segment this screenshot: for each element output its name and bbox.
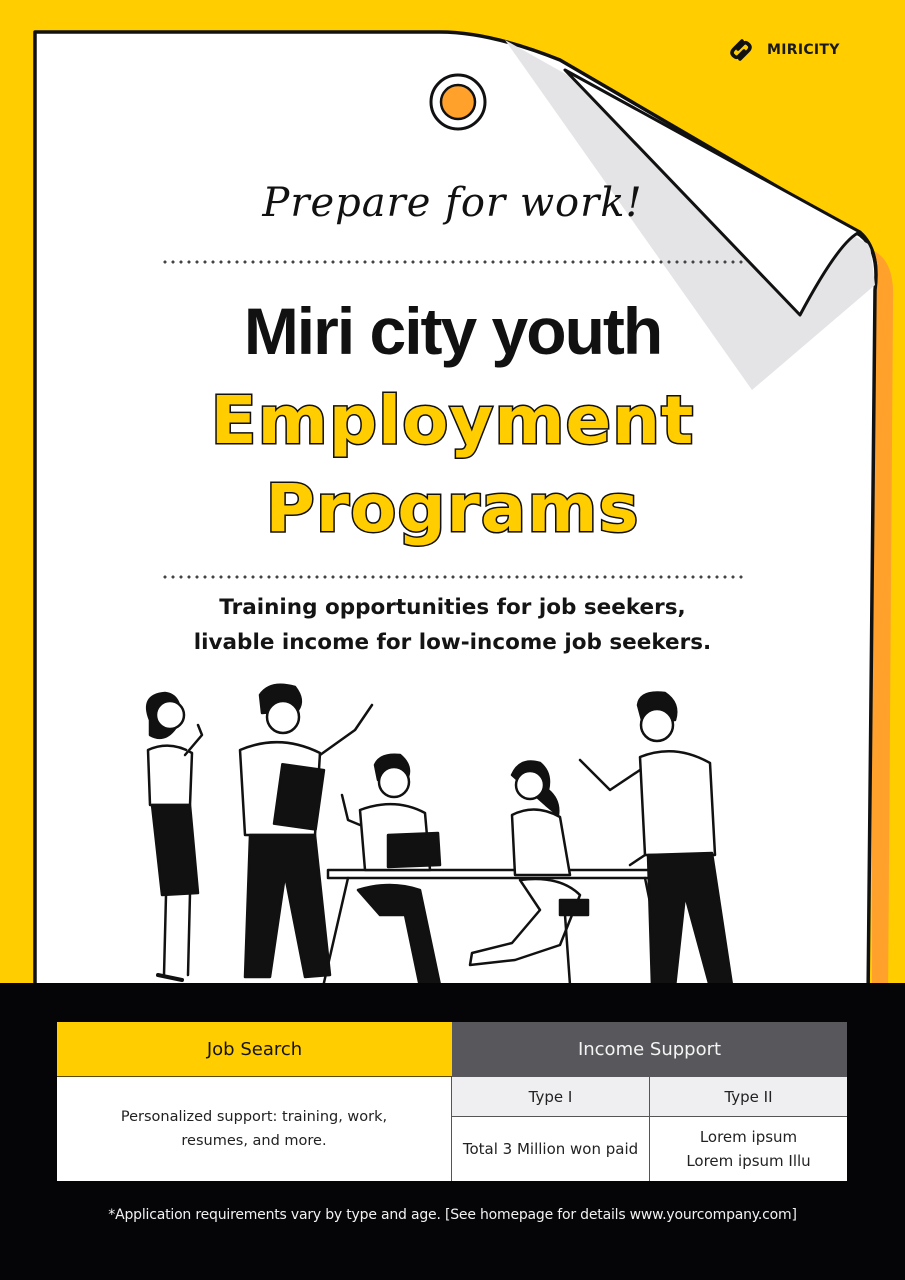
headline: Miri city youth <box>243 294 662 368</box>
job-search-description <box>57 1077 452 1181</box>
person-man-clipboard <box>240 685 372 977</box>
footnote: *Application requirements vary by type and age. [See homepage for details www.yourcompany.com] <box>108 1207 797 1223</box>
link-chain-icon <box>727 38 757 62</box>
job-search-desc-line-1: Personalized support: training, work, <box>120 1109 388 1125</box>
dotted-divider-top <box>161 260 745 264</box>
type-2-value-line-1: Lorem ipsum <box>699 1128 798 1146</box>
title-programs: Programs <box>265 470 640 547</box>
person-man-leaning-right <box>580 693 732 988</box>
job-search-desc-line-2: resumes, and more. <box>181 1133 327 1149</box>
job-search-header: Job Search <box>57 1022 452 1077</box>
person-woman-left <box>147 693 202 980</box>
type-1-header: Type I <box>452 1077 650 1117</box>
type-2-value <box>650 1117 847 1181</box>
dotted-divider-bottom <box>161 575 745 579</box>
income-support-header: Income Support <box>452 1022 847 1077</box>
pin-icon <box>429 73 487 131</box>
brand-name: MIRICITY <box>767 42 840 58</box>
subtitle <box>0 590 905 660</box>
subtitle-line-1: Training opportunities for job seekers, <box>219 595 686 620</box>
type-2-value-line-2: Lorem ipsum Illu <box>686 1152 811 1170</box>
brand-logo <box>727 38 840 62</box>
type-1-value: Total 3 Million won paid <box>452 1117 650 1181</box>
team-meeting-illustration <box>120 675 800 1005</box>
program-table <box>57 1022 847 1181</box>
tagline: Prepare for work! <box>262 180 643 226</box>
type-2-header: Type II <box>650 1077 847 1117</box>
title-employment: Employment <box>210 382 695 459</box>
subtitle-line-2: livable income for low-income job seekers. <box>193 630 712 655</box>
